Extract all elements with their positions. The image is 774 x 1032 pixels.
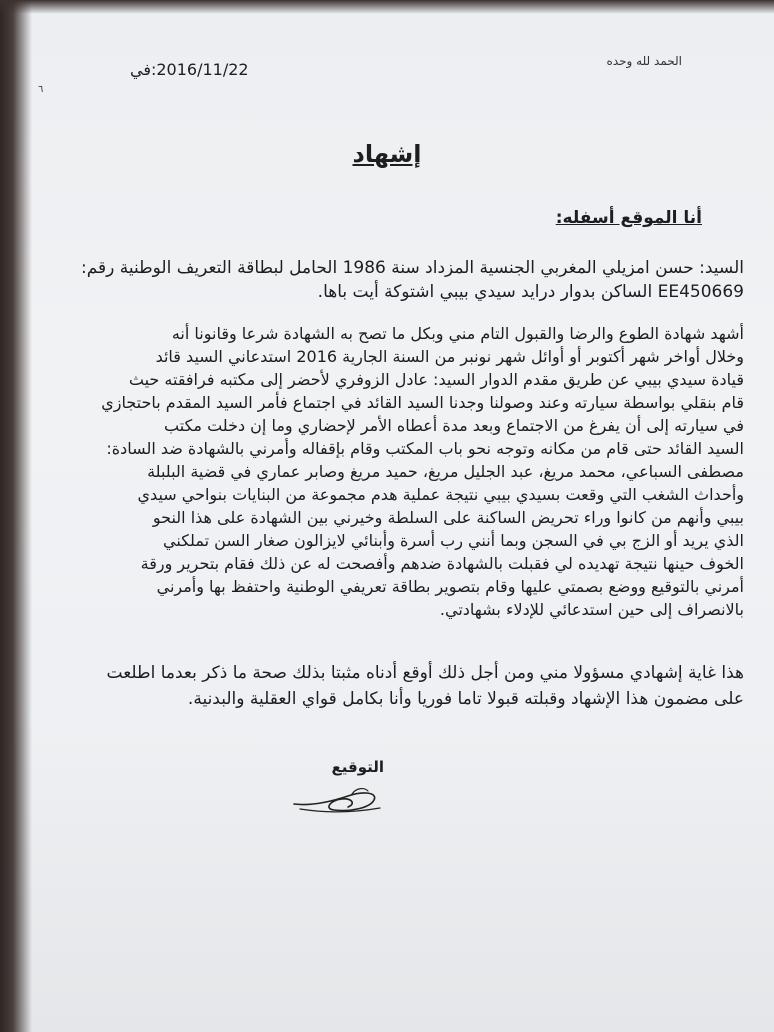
paragraph-line: في سيارته إلى أن يفرغ من الاجتماع وبعد مدة أعطاه الأمر لإحضاري وما إن دخلت مكتب xyxy=(164,416,744,435)
paragraph-identity xyxy=(44,256,744,304)
paragraph-line: EE450669 الساكن بدوار درايد سيدي بيبي اشتوكة أيت باها. xyxy=(317,282,744,302)
paragraph-closing xyxy=(44,660,744,712)
document-title xyxy=(0,140,774,168)
date-line: 2016/11/22:في xyxy=(130,60,249,79)
paragraph-line: وأحداث الشغب التي وقعت بسيدي بيبي نتيجة عملية هدم مجموعة من البنايات بنواحي سيدي xyxy=(137,485,744,504)
paragraph-line: على مضمون هذا الإشهاد وقبلته قبولا تاما فوريا وأنا بكامل قواي العقلية والبدنية. xyxy=(187,689,744,709)
title-text: إشهاد xyxy=(352,140,422,168)
signatory-heading: أنا الموقع أسفله: xyxy=(555,208,702,228)
paragraph-line: الذي يريد أو الزج بي في السجن وبما أنني رب أسرة وأبنائي لايزالون صغار السن تملكني xyxy=(163,531,744,550)
paragraph-line: بيبي وأنهم من كانوا وراء تحريض الساكنة على السلطة وخيرني بين الشهادة على هذا النحو xyxy=(152,508,744,527)
paragraph-line: مصطفى السباعي، محمد مريغ، عبد الجليل مريغ، حميد مريغ وصابر عماري في قضية البلبلة xyxy=(147,462,744,481)
paragraph-line: وخلال أواخر شهر أكتوبر أو أوائل شهر نونبر من السنة الجارية 2016 استدعاني السيد قائد xyxy=(155,347,744,366)
paragraph-line: بالانصراف إلى حين استدعائي للإدلاء بشهادتي. xyxy=(439,600,744,619)
paragraph-line: السيد القائد حتى قام من مكانه وتوجه نحو باب المكتب وقام بإقفاله وأمرني بالشهادة ضد السادة: xyxy=(106,439,744,458)
paragraph-line: أشهد شهادة الطوع والرضا والقبول التام مني وبكل ما تصح به الشهادة شرعا وقانونا أنه xyxy=(171,324,744,343)
paragraph-line: هذا غاية إشهادي مسؤولا مني ومن أجل ذلك أوقع أدناه مثبتا بذلك صحة ما ذكر بعدما اطلعت xyxy=(106,663,744,683)
margin-mark: ٦ xyxy=(38,84,44,95)
paragraph-line: أمرني بالتوقيع ووضع بصمتي عليها وقام بتصوير بطاقة تعريفي الوطنية واحتفظ بها وأمرني xyxy=(156,577,744,596)
paragraph-line: السيد: حسن امزيلي المغربي الجنسية المزداد سنة 1986 الحامل لبطاقة التعريف الوطنية رقم: xyxy=(80,258,744,278)
invocation-header: الحمد لله وحده xyxy=(606,54,682,68)
paragraph-testimony xyxy=(44,322,744,621)
paragraph-line: قيادة سيدي بيبي عن طريق مقدم الدوار السيد: عادل الزوفري لأحضر إلى مكتبه فرافقته حيث xyxy=(128,370,744,389)
paragraph-line: قام بنقلي بواسطة سيارته وعند وصولنا وجدنا السيد القائد في اجتماع فأمر السيد المقدم باحتجازي xyxy=(101,393,744,412)
paragraph-line: الخوف حينها نتيجة تهديده لي فقبلت بالشهادة ضدهم وأفصحت له عن ذلك فقام بتحرير ورقة xyxy=(140,554,744,573)
handwritten-signature xyxy=(290,782,385,818)
signature-label: التوقيع xyxy=(331,758,384,776)
background-edge-top xyxy=(0,0,774,14)
